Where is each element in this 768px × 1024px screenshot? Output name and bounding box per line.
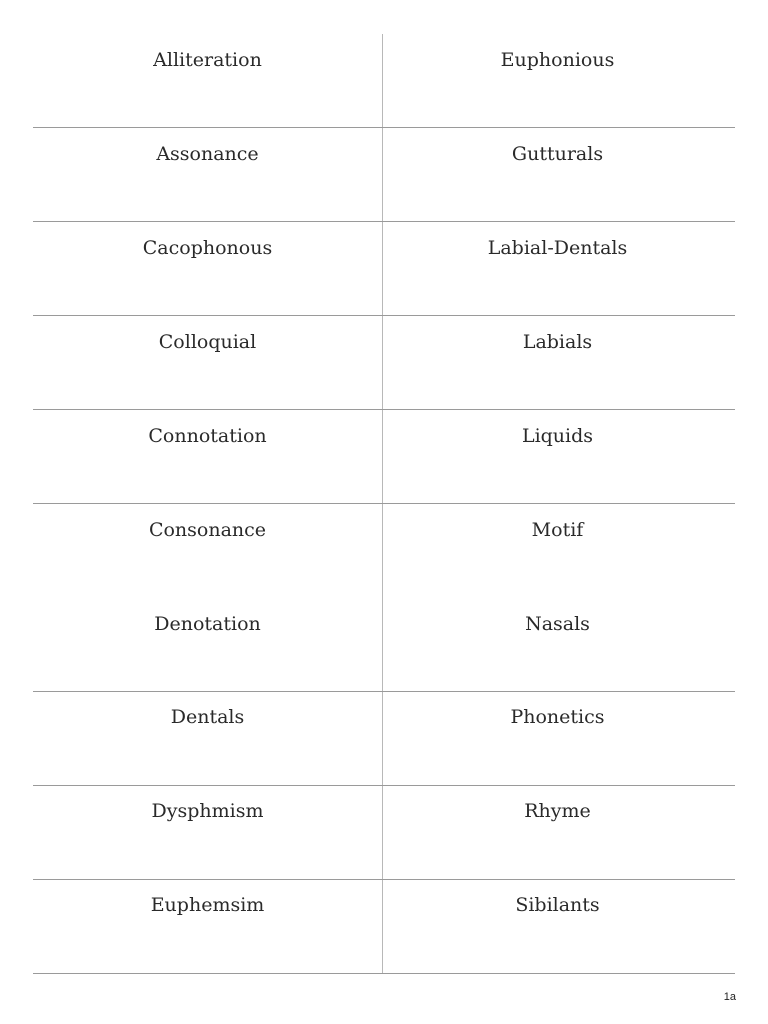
term-cell-left: Dysphmism [151,800,264,822]
row-divider [33,127,735,128]
term-cell-right: Labial-Dentals [487,237,628,259]
term-cell-left: Consonance [148,519,267,541]
term-cell-left: Connotation [148,425,267,447]
row-divider [33,409,735,410]
row-divider [33,973,735,974]
row-divider [33,691,735,692]
term-cell-right: Motif [531,519,584,541]
term-cell-right: Labials [522,331,593,353]
term-cell-left: Dentals [170,706,245,728]
row-divider [33,785,735,786]
term-cell-right: Rhyme [524,800,591,822]
term-cell-left: Alliteration [153,49,262,71]
term-cell-left: Assonance [156,143,259,165]
term-cell-right: Liquids [521,425,594,447]
term-cell-right: Nasals [525,613,590,635]
term-cell-right: Gutturals [511,143,604,165]
term-cell-left: Cacophonous [142,237,273,259]
term-cell-left: Colloquial [158,331,257,353]
term-cell-right: Sibilants [515,894,600,916]
row-divider [33,315,735,316]
column-divider [382,34,383,974]
row-divider [33,221,735,222]
term-cell-left: Denotation [154,613,261,635]
term-cell-left: Euphemsim [150,894,265,916]
term-cell-right: Euphonious [500,49,615,71]
row-divider [33,879,735,880]
flashcard-term-grid [33,34,735,974]
row-divider [33,503,735,504]
page-number: 1a [723,991,736,1003]
term-cell-right: Phonetics [510,706,605,728]
